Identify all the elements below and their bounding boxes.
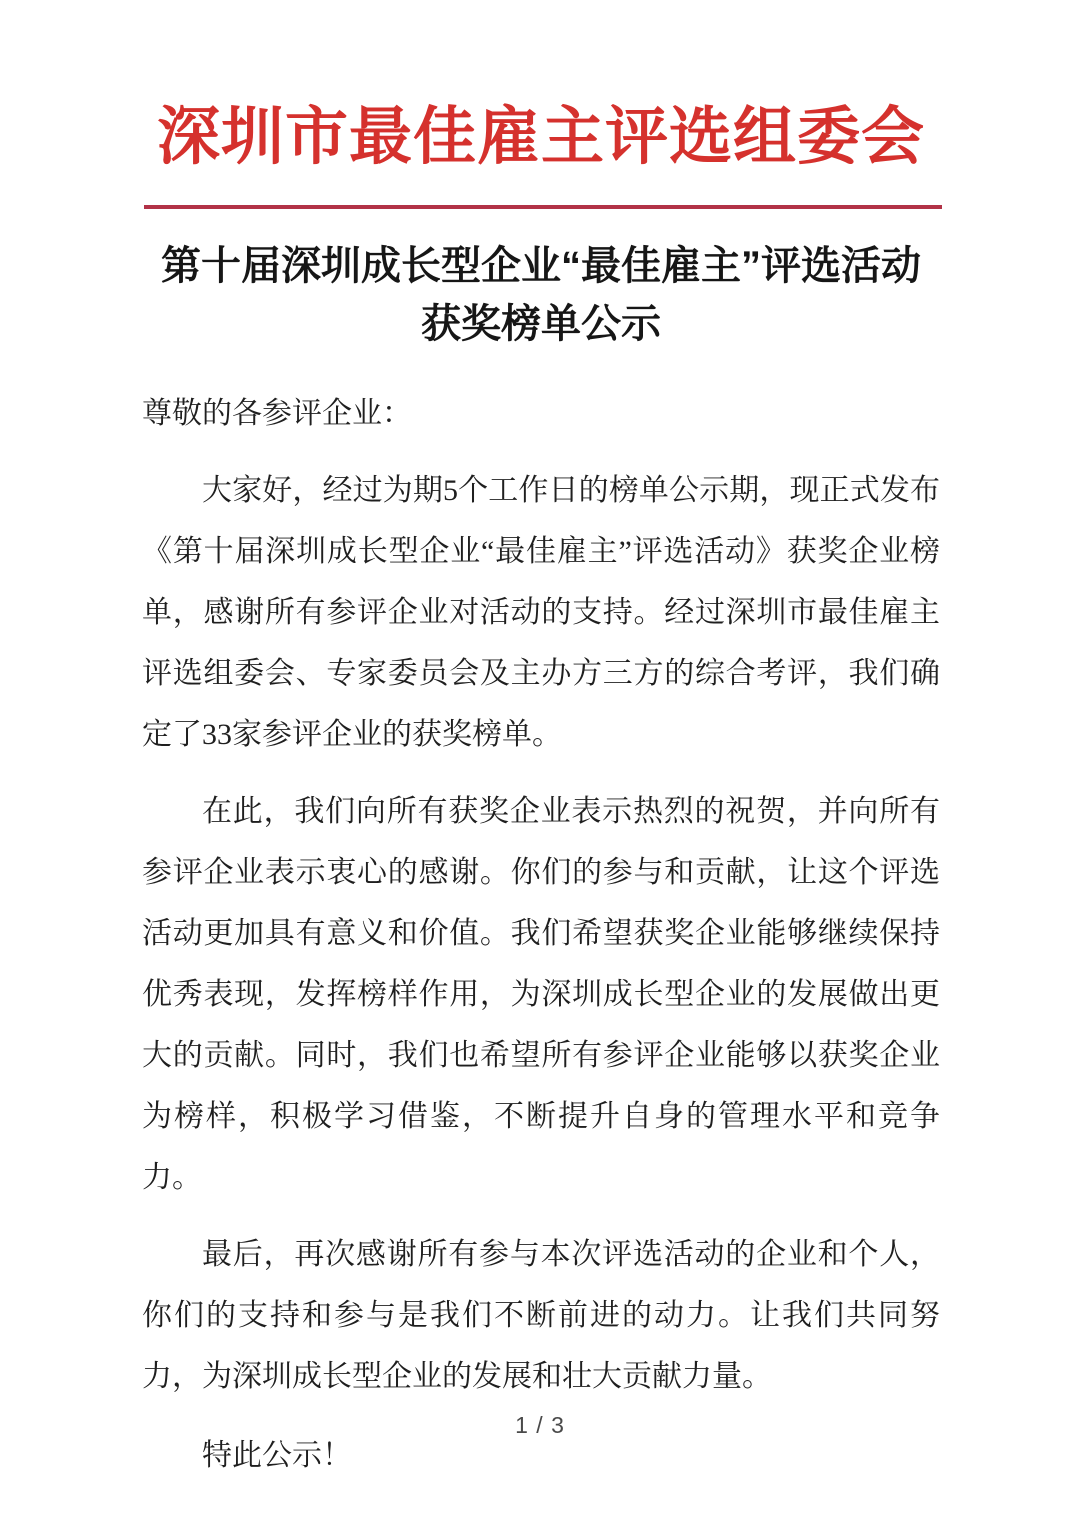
document-body bbox=[142, 383, 940, 1486]
document-title-line1: 第十届深圳成长型企业“最佳雇主”评选活动 bbox=[161, 244, 921, 289]
body-paragraph-3: 最后，再次感谢所有参与本次评选活动的企业和个人，你们的支持和参与是我们不断前进的动力。让我们共同努力，为深圳成长型企业的发展和壮大贡献力量。 bbox=[142, 1238, 940, 1394]
organization-header-title: 深圳市最佳雇主评选组委会 bbox=[157, 102, 925, 172]
closing-statement: 特此公示！ bbox=[202, 1439, 352, 1473]
body-paragraph-2: 在此，我们向所有获奖企业表示热烈的祝贺，并向所有参评企业表示衷心的感谢。你们的参与和贡献，让这个评选活动更加具有意义和价值。我们希望获奖企业能够继续保持优秀表现，发挥榜样作用，为深圳成长型企业的发展做出更大的贡献。同时，我们也希望所有参评企业能够以获奖企业为榜样，积极学习借鉴，不断提升自身的管理水平和竞争力。 bbox=[142, 795, 940, 1195]
body-paragraph-1: 大家好，经过为期5个工作日的榜单公示期，现正式发布《第十届深圳成长型企业“最佳雇主”评选活动》获奖企业榜单，感谢所有参评企业对活动的支持。经过深圳市最佳雇主评选组委会、专家委员会及主办方三方的综合考评，我们确定了33家参评企业的获奖榜单。 bbox=[142, 474, 940, 752]
document-title-line2: 获奖榜单公示 bbox=[421, 302, 661, 347]
salutation-line: 尊敬的各参评企业： bbox=[142, 397, 412, 431]
document-title bbox=[142, 237, 940, 353]
header-divider-line bbox=[144, 205, 942, 209]
page-number-indicator: 1 / 3 bbox=[515, 1412, 565, 1438]
